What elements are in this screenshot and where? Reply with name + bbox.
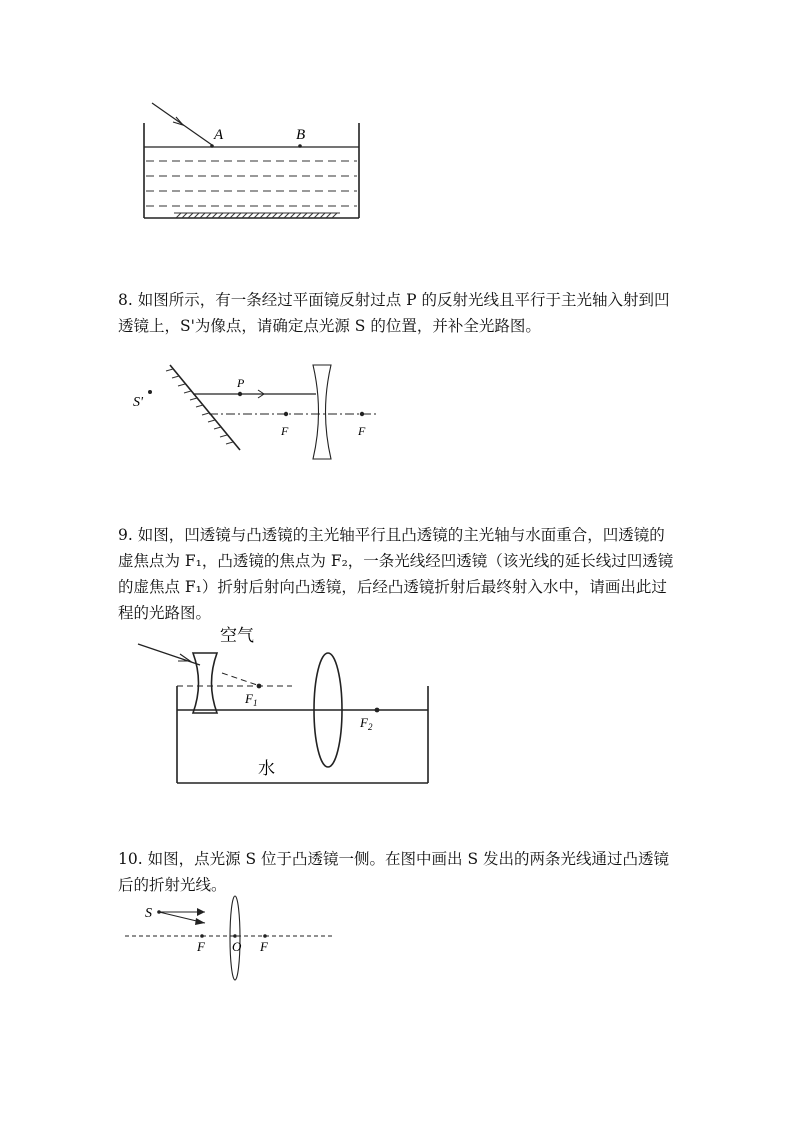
label-o: O <box>232 939 242 954</box>
mirror-hatching <box>166 369 233 444</box>
label-water: 水 <box>258 759 275 779</box>
focus-f1 <box>257 684 262 689</box>
question-9-text: 9. 如图，凹透镜与凸透镜的主光轴平行且凸透镜的主光轴与水面重合，凹透镜的虚焦点为 F₁，凸透镜的焦点为 F₂，一条光线经凹透镜（该光线的延长线过凹透镜的虚焦点 F₁）折射后射向凸透镜，后经凸透镜折射后最终射入水中，请画出此过程的光路图。 <box>118 526 674 622</box>
label-air: 空气 <box>220 626 254 646</box>
ray-lower-arrow <box>195 918 205 925</box>
label-s: S <box>145 906 152 921</box>
concave-lens <box>313 365 331 459</box>
focus-left <box>284 412 288 416</box>
focus-left <box>200 934 204 938</box>
focus-right <box>263 934 267 938</box>
concave-lens <box>193 653 217 713</box>
question-8-text: 8. 如图所示，有一条经过平面镜反射过点 P 的反射光线且平行于主光轴入射到凹透镜上，S'为像点，请确定点光源 S 的位置，并补全光路图。 <box>118 291 670 335</box>
convex-lens <box>230 896 240 980</box>
label-p: P <box>237 376 245 390</box>
ray-extension <box>222 673 260 686</box>
label-f2: $F_2$ <box>360 715 373 732</box>
label-f-left: F <box>281 424 289 438</box>
point-s-prime <box>148 390 152 394</box>
plane-mirror <box>170 365 240 450</box>
point-b <box>298 144 302 148</box>
figure-water-tank <box>130 95 380 230</box>
incident-ray <box>138 644 200 665</box>
figure-convex-lens-source <box>125 890 340 990</box>
label-f-right: F <box>260 939 268 954</box>
point-p <box>238 392 242 396</box>
point-a <box>210 144 214 148</box>
label-f1: $F_1$ <box>245 691 258 708</box>
label-a: A <box>214 127 224 143</box>
optical-center <box>233 934 237 938</box>
label-f-right: F <box>358 424 366 438</box>
figure-lenses-water <box>130 620 435 790</box>
label-f-left: F <box>197 939 205 954</box>
label-s-prime: S' <box>133 395 143 410</box>
ray-upper-arrow <box>197 908 205 916</box>
focus-right <box>360 412 364 416</box>
focus-f2 <box>375 708 380 713</box>
label-b: B <box>296 127 306 143</box>
figure-mirror-concave-lens <box>130 362 385 462</box>
question-10-text: 10. 如图，点光源 S 位于凸透镜一侧。在图中画出 S 发出的两条光线通过凸透镜后的折射光线。 <box>118 850 670 894</box>
